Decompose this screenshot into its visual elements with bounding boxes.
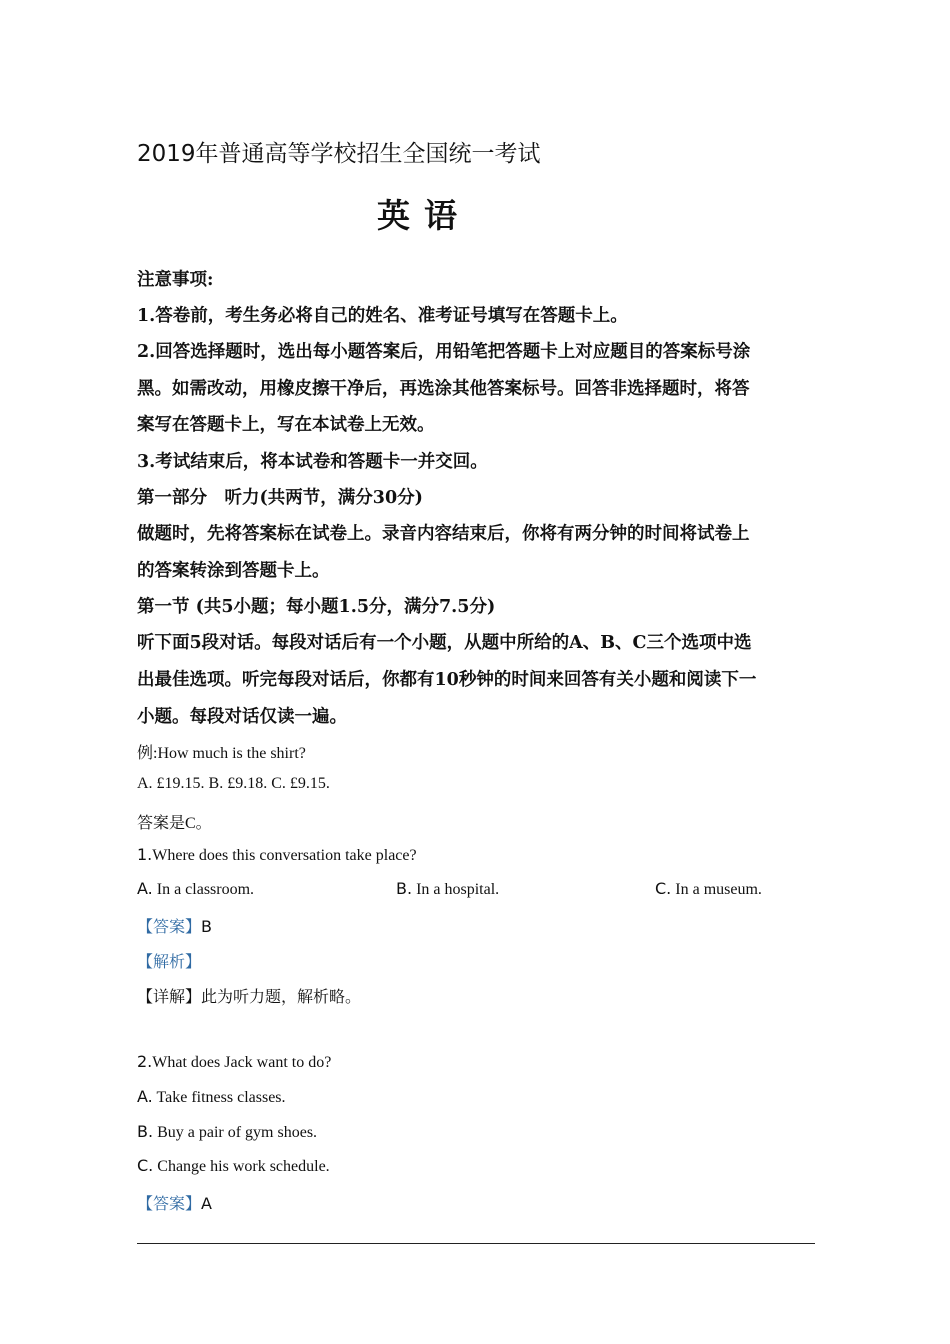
q1-number: 1.: [137, 845, 153, 864]
q1-answer-value: B: [201, 917, 212, 936]
q2-option-b: [137, 1122, 317, 1142]
example-question: 例:How much is the shirt?: [137, 745, 306, 762]
q2-answer: [137, 1191, 212, 1214]
q2-answer-tag: 【答案】: [137, 1196, 202, 1213]
q2-option-c-letter: C.: [137, 1156, 154, 1175]
q2-option-b-text: Buy a pair of gym shoes.: [157, 1124, 318, 1141]
q2-question-text: What does Jack want to do?: [152, 1054, 332, 1071]
q2-number: 2.: [137, 1052, 153, 1071]
q1-question: [137, 845, 417, 865]
section1-heading: 第一节 (共5小题；每小题1.5分，满分7.5分): [137, 597, 496, 617]
q2-option-a-text: Take fitness classes.: [156, 1089, 286, 1106]
q1-detail-text: 此为听力题，解析略。: [201, 989, 362, 1006]
q2-option-a-letter: A.: [137, 1087, 153, 1106]
example-answer: 答案是C。: [137, 815, 212, 832]
subject-title: 英语: [377, 196, 471, 235]
q1-detail: [137, 984, 361, 1007]
q1-option-c: [655, 879, 762, 899]
q1-option-b-text: In a hospital.: [416, 881, 500, 898]
q1-question-text: Where does this conversation take place?: [152, 847, 417, 864]
q1-answer-tag: 【答案】: [137, 919, 202, 936]
q2-option-c-text: Change his work schedule.: [157, 1158, 330, 1175]
q1-option-b-letter: B.: [396, 879, 413, 898]
q2-option-a: [137, 1087, 286, 1107]
exam-title: 2019年普通高等学校招生全国统一考试: [137, 141, 541, 167]
notes-item-2-line-1: 2.回答选择题时，选出每小题答案后，用铅笔把答题卡上对应题目的答案标号涂: [137, 342, 751, 362]
section1-instructions-line-2: 出最佳选项。听完每段对话后，你都有10秒钟的时间来回答有关小题和阅读下一: [137, 670, 757, 690]
q1-option-a-text: In a classroom.: [156, 881, 255, 898]
q1-answer: [137, 914, 212, 937]
part1-instructions-line-2: 的答案转涂到答题卡上。: [137, 561, 330, 581]
q2-answer-value: A: [201, 1194, 212, 1213]
q2-question: [137, 1052, 331, 1072]
q2-option-b-letter: B.: [137, 1122, 154, 1141]
q2-option-c: [137, 1156, 330, 1176]
example-options: A. £19.15. B. £9.18. C. £9.15.: [137, 775, 330, 792]
notes-item-2-line-2: 黑。如需改动，用橡皮擦干净后，再选涂其他答案标号。回答非选择题时，将答: [137, 379, 750, 399]
section1-instructions-line-1: 听下面5段对话。每段对话后有一个小题，从题中所给的A、B、C三个选项中选: [137, 633, 752, 653]
q1-option-a-letter: A.: [137, 879, 153, 898]
notes-heading: 注意事项:: [137, 270, 214, 290]
notes-item-2-line-3: 案写在答题卡上，写在本试卷上无效。: [137, 415, 435, 435]
section1-instructions-line-3: 小题。每段对话仅读一遍。: [137, 707, 347, 727]
footer-divider: [137, 1243, 815, 1244]
q1-option-c-text: In a museum.: [675, 881, 762, 898]
part1-instructions-line-1: 做题时，先将答案标在试卷上。录音内容结束后，你将有两分钟的时间将试卷上: [137, 524, 750, 544]
q1-detail-tag: 【详解】: [137, 989, 202, 1006]
part1-heading: 第一部分 听力(共两节，满分30分): [137, 488, 423, 508]
notes-item-1: 1.答卷前，考生务必将自己的姓名、准考证号填写在答题卡上。: [137, 306, 628, 326]
q1-option-b: [396, 879, 499, 899]
q1-analysis-tag: 【解析】: [137, 954, 202, 971]
q1-option-c-letter: C.: [655, 879, 672, 898]
q1-option-a: [137, 879, 254, 899]
notes-item-3: 3.考试结束后，将本试卷和答题卡一并交回。: [137, 452, 488, 472]
